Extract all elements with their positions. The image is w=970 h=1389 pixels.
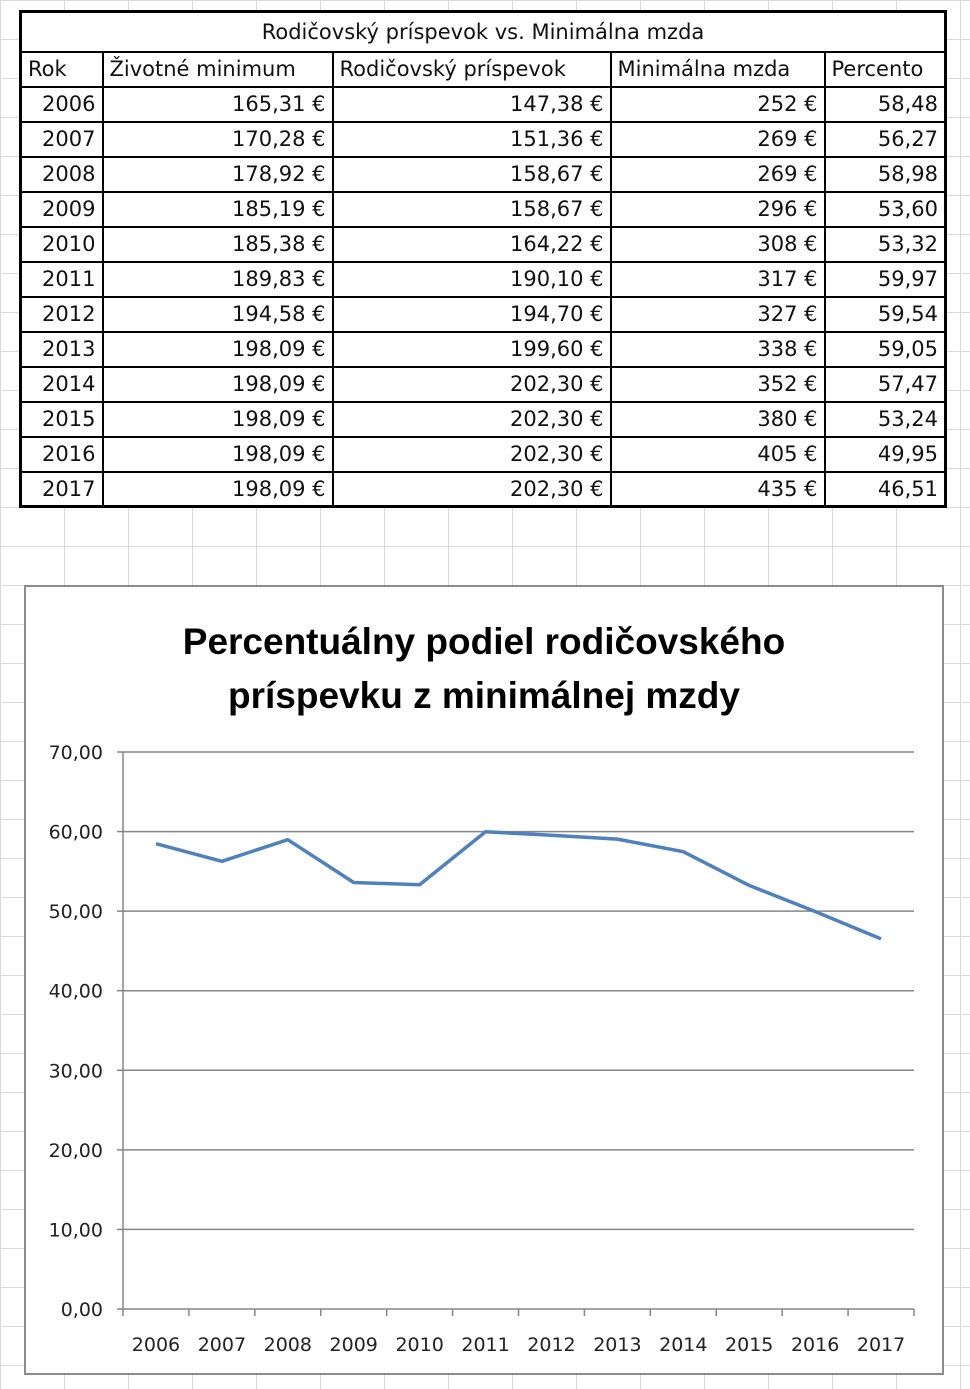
table-cell: 202,30 €: [333, 402, 611, 437]
table-cell: 2013: [21, 332, 103, 367]
x-tick-label: 2015: [725, 1334, 774, 1356]
table-cell: 269 €: [611, 122, 825, 157]
table-cell: 56,27: [825, 122, 946, 157]
table-cell: 338 €: [611, 332, 825, 367]
table-title: Rodičovský príspevok vs. Minimálna mzda: [21, 12, 946, 52]
table-cell: 53,24: [825, 402, 946, 437]
table-cell: 189,83 €: [103, 262, 333, 297]
table-row: [21, 227, 946, 262]
table-cell: 317 €: [611, 262, 825, 297]
table-cell: 158,67 €: [333, 192, 611, 227]
table-cell: 58,48: [825, 87, 946, 122]
y-tick-label: 70,00: [48, 742, 103, 764]
table-cell: 435 €: [611, 472, 825, 507]
table-row: [21, 192, 946, 227]
table-cell: 178,92 €: [103, 157, 333, 192]
table-cell: 2009: [21, 192, 103, 227]
x-tick-label: 2014: [659, 1334, 708, 1356]
x-tick-label: 2009: [329, 1334, 378, 1356]
table-cell: 2012: [21, 297, 103, 332]
table-cell: 2011: [21, 262, 103, 297]
table-cell: 46,51: [825, 472, 946, 507]
table-cell: 2006: [21, 87, 103, 122]
table-cell: 202,30 €: [333, 367, 611, 402]
x-tick-label: 2010: [395, 1334, 444, 1356]
table-cell: 352 €: [611, 367, 825, 402]
table-cell: 59,05: [825, 332, 946, 367]
table-row: [21, 332, 946, 367]
y-tick-label: 30,00: [48, 1060, 103, 1083]
table-row: [21, 297, 946, 332]
table-cell: 190,10 €: [333, 262, 611, 297]
table-cell: 269 €: [611, 157, 825, 192]
column-header: Percento: [825, 52, 946, 87]
table-cell: 198,09 €: [103, 437, 333, 472]
column-header: Rok: [21, 52, 103, 87]
table-cell: 185,19 €: [103, 192, 333, 227]
table-row: [21, 262, 946, 297]
x-tick-label: 2017: [856, 1334, 906, 1356]
table-cell: 405 €: [611, 437, 825, 472]
table-cell: 2017: [21, 472, 103, 507]
table-row: [21, 437, 946, 472]
table-cell: 165,31 €: [103, 87, 333, 122]
y-tick-label: 50,00: [48, 901, 103, 924]
column-header: Životné minimum: [103, 52, 333, 87]
column-header: Minimálna mzda: [611, 52, 825, 87]
table-cell: 57,47: [825, 367, 946, 402]
x-tick-label: 2016: [790, 1334, 840, 1356]
table-cell: 151,36 €: [333, 122, 611, 157]
table-row: [21, 122, 946, 157]
y-tick-label: 0,00: [60, 1299, 103, 1321]
x-tick-label: 2013: [593, 1334, 642, 1356]
series-line: [156, 832, 881, 939]
table-cell: 2015: [21, 402, 103, 437]
table-cell: 53,60: [825, 192, 946, 227]
x-tick-label: 2008: [263, 1334, 312, 1356]
table-cell: 198,09 €: [103, 402, 333, 437]
table-cell: 198,09 €: [103, 367, 333, 402]
chart-title-line1: Percentuálny podiel rodičovského: [182, 621, 786, 662]
table-cell: 380 €: [611, 402, 825, 437]
table-row: [21, 367, 946, 402]
table-cell: 2010: [21, 227, 103, 262]
table-cell: 198,09 €: [103, 472, 333, 507]
x-tick-label: 2007: [197, 1334, 247, 1356]
table-cell: 185,38 €: [103, 227, 333, 262]
table-cell: 164,22 €: [333, 227, 611, 262]
table-cell: 59,97: [825, 262, 946, 297]
x-tick-label: 2011: [461, 1334, 510, 1356]
table-cell: 2007: [21, 122, 103, 157]
table-cell: 202,30 €: [333, 472, 611, 507]
chart-title-line2: príspevku z minimálnej mzdy: [228, 675, 740, 716]
table-row: [21, 87, 946, 122]
table-cell: 53,32: [825, 227, 946, 262]
y-tick-label: 60,00: [48, 821, 103, 844]
table-row: [21, 472, 946, 507]
table-cell: 59,54: [825, 297, 946, 332]
table-cell: 252 €: [611, 87, 825, 122]
table-cell: 58,98: [825, 157, 946, 192]
table-cell: 170,28 €: [103, 122, 333, 157]
table-cell: 147,38 €: [333, 87, 611, 122]
data-table: [19, 10, 947, 508]
chart-plot: [26, 587, 946, 1377]
y-tick-label: 40,00: [48, 980, 103, 1003]
table-cell: 194,70 €: [333, 297, 611, 332]
table-cell: 296 €: [611, 192, 825, 227]
table-header-row: [21, 52, 946, 87]
table-cell: 2016: [21, 437, 103, 472]
x-tick-label: 2012: [527, 1334, 576, 1356]
table-cell: 202,30 €: [333, 437, 611, 472]
table-cell: 2014: [21, 367, 103, 402]
table-cell: 158,67 €: [333, 157, 611, 192]
table-cell: 199,60 €: [333, 332, 611, 367]
y-tick-label: 10,00: [48, 1219, 103, 1242]
x-tick-label: 2006: [131, 1334, 181, 1356]
column-header: Rodičovský príspevok: [333, 52, 611, 87]
table-cell: 49,95: [825, 437, 946, 472]
table-cell: 308 €: [611, 227, 825, 262]
chart: [24, 585, 944, 1375]
table-cell: 198,09 €: [103, 332, 333, 367]
table-cell: 2008: [21, 157, 103, 192]
y-tick-label: 20,00: [48, 1139, 103, 1162]
table-cell: 327 €: [611, 297, 825, 332]
table-row: [21, 402, 946, 437]
table-row: [21, 157, 946, 192]
table-cell: 194,58 €: [103, 297, 333, 332]
